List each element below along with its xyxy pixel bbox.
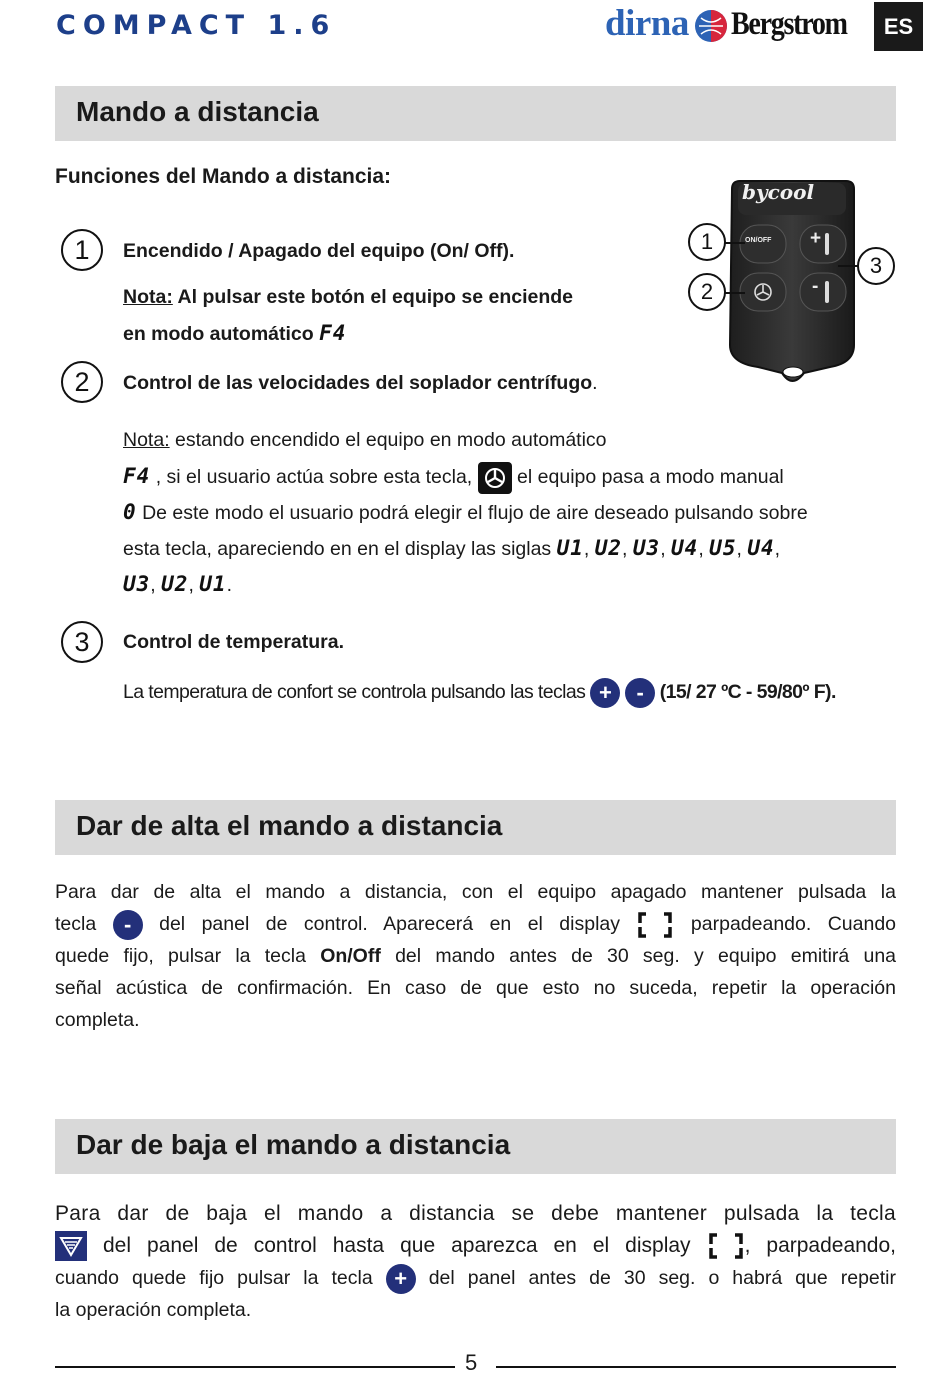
remote-minus-label: - — [812, 276, 819, 297]
speed-code: U4 — [747, 536, 775, 560]
paragraph-line: Para dar de baja el mando a distancia se debe mantener pulsada la tecla — [55, 1202, 896, 1225]
item3-text-line — [123, 678, 836, 708]
down-triangle-key-icon — [55, 1231, 87, 1261]
paragraph-line: la operación completa. — [55, 1299, 252, 1321]
note-text: esta tecla, apareciendo en en el display las siglas — [123, 538, 552, 560]
note-label: Nota: — [123, 429, 170, 451]
remote-onoff-label: ON/OFF — [745, 237, 772, 244]
brand-globe-icon — [693, 8, 729, 49]
item3-title: Control de temperatura. — [123, 631, 345, 653]
item-number-2: 2 — [61, 361, 103, 403]
paragraph-line: señal acústica de confirmación. En caso de que esto no suceda, repetir la operación — [55, 977, 896, 999]
callout-line-2 — [725, 292, 745, 294]
speed-code: U3 — [632, 536, 661, 560]
callout-line-1 — [725, 242, 745, 244]
fan-key-icon — [478, 462, 512, 494]
note-text: De este modo el usuario podrá elegir el flujo de aire deseado pulsando sobre — [136, 502, 808, 524]
text: del mando antes de 30 seg. y equipo emitirá una — [395, 945, 897, 967]
language-badge: ES — [874, 2, 923, 51]
item1-note-line1 — [123, 285, 573, 309]
item2-note-line1 — [123, 428, 607, 452]
paragraph-line — [55, 940, 896, 972]
register-paragraph — [55, 876, 896, 1036]
item2-title: Control de las velocidades del soplador centrífugo — [123, 372, 593, 394]
paragraph-line: completa. — [55, 1009, 140, 1031]
remote-callout-2: 2 — [688, 273, 726, 311]
section-header-unregister — [55, 1119, 896, 1174]
speed-code: U1 — [199, 572, 227, 596]
subheading-functions: Funciones del Mando a distancia: — [55, 165, 392, 188]
speed-code: U2 — [161, 572, 189, 596]
remote-plus-label: + — [810, 228, 822, 249]
note-text: estando encendido el equipo en modo automático — [169, 429, 607, 451]
text: parpadeando. Cuando — [690, 913, 897, 935]
item2-note-line2 — [123, 462, 784, 494]
speed-code: U4 — [671, 536, 699, 560]
note-label: Nota: — [123, 286, 173, 308]
remote-brand-label: bycool — [742, 180, 815, 204]
item3-text: La temperatura de confort se controla pulsando las teclas — [123, 681, 586, 704]
note-text: en modo automático — [123, 323, 314, 345]
paragraph-line — [55, 908, 896, 940]
section-header-remote — [55, 86, 896, 141]
paragraph-line — [55, 1262, 896, 1294]
brand-logo-dirna: dirna — [605, 3, 689, 44]
item2-title-line — [123, 371, 598, 395]
blinking-display-icon — [636, 911, 674, 939]
text: cuando quede fijo pulsar la tecla — [55, 1267, 373, 1289]
speed-code: U3 — [123, 572, 151, 596]
item2-note-line3 — [123, 500, 808, 525]
brand-logo-bergstrom: Bergstrom — [731, 6, 847, 42]
note-text: , si el usuario actúa sobre esta tecla, — [150, 466, 473, 489]
section-title: Dar de alta el mando a distancia — [76, 810, 503, 841]
paragraph-line — [55, 1230, 896, 1262]
remote-callout-1: 1 — [688, 223, 726, 261]
text: , parpadeando, — [744, 1234, 897, 1257]
display-code-0: 0 — [123, 500, 137, 524]
display-code-f4: F4 — [123, 464, 151, 489]
item1-note-line2 — [123, 321, 346, 346]
speed-code: U2 — [594, 536, 623, 560]
paragraph-line: Para dar de alta el mando a distancia, con el equipo apagado mantener pulsada la — [55, 881, 896, 903]
text: tecla — [55, 913, 97, 935]
speed-code: U1 — [556, 536, 584, 560]
text: del panel de control. Aparecerá en el display — [159, 913, 621, 935]
minus-key-icon: - — [113, 910, 143, 940]
minus-key-icon: - — [625, 678, 655, 708]
item2-note-line4: esta tecla, apareciendo en en el display las siglas U1, U2, U3, U4, U5, U4, — [123, 536, 781, 560]
item-number-3: 3 — [61, 621, 103, 663]
page-number: 5 — [465, 1350, 478, 1375]
section-header-register — [55, 800, 896, 855]
text: quede fijo, pulsar la tecla — [55, 945, 306, 967]
document-title: COMPACT 1.6 — [56, 10, 337, 41]
item-number-1: 1 — [61, 229, 103, 271]
speed-code: U5 — [709, 536, 737, 560]
blinking-display-icon — [707, 1232, 745, 1260]
item2-note-line5: U3, U2, U1. — [123, 572, 232, 596]
note-text: Al pulsar este botón el equipo se enciende — [172, 286, 574, 308]
remote-callout-3: 3 — [857, 247, 895, 285]
text: del panel de control hasta que aparezca en el display — [103, 1234, 691, 1257]
plus-key-icon: + — [590, 678, 620, 708]
display-code-f4: F4 — [319, 321, 347, 345]
temperature-range: (15/ 27 ºC - 59/80º F). — [659, 681, 836, 704]
item2-title-end: . — [592, 372, 598, 394]
text: del panel antes de 30 seg. o habrá que repetir — [428, 1267, 896, 1289]
unregister-paragraph — [55, 1198, 896, 1326]
plus-key-icon: + — [386, 1264, 416, 1294]
callout-line-3 — [838, 265, 858, 267]
note-text: el equipo pasa a modo manual — [511, 466, 784, 489]
item1-title: Encendido / Apagado del equipo (On/ Off). — [123, 240, 515, 262]
footer-rule-right — [496, 1366, 896, 1368]
section-title: Dar de baja el mando a distancia — [76, 1129, 511, 1160]
footer-rule-left — [55, 1366, 455, 1368]
section-title: Mando a distancia — [76, 96, 319, 127]
text-bold: On/Off — [320, 945, 381, 967]
